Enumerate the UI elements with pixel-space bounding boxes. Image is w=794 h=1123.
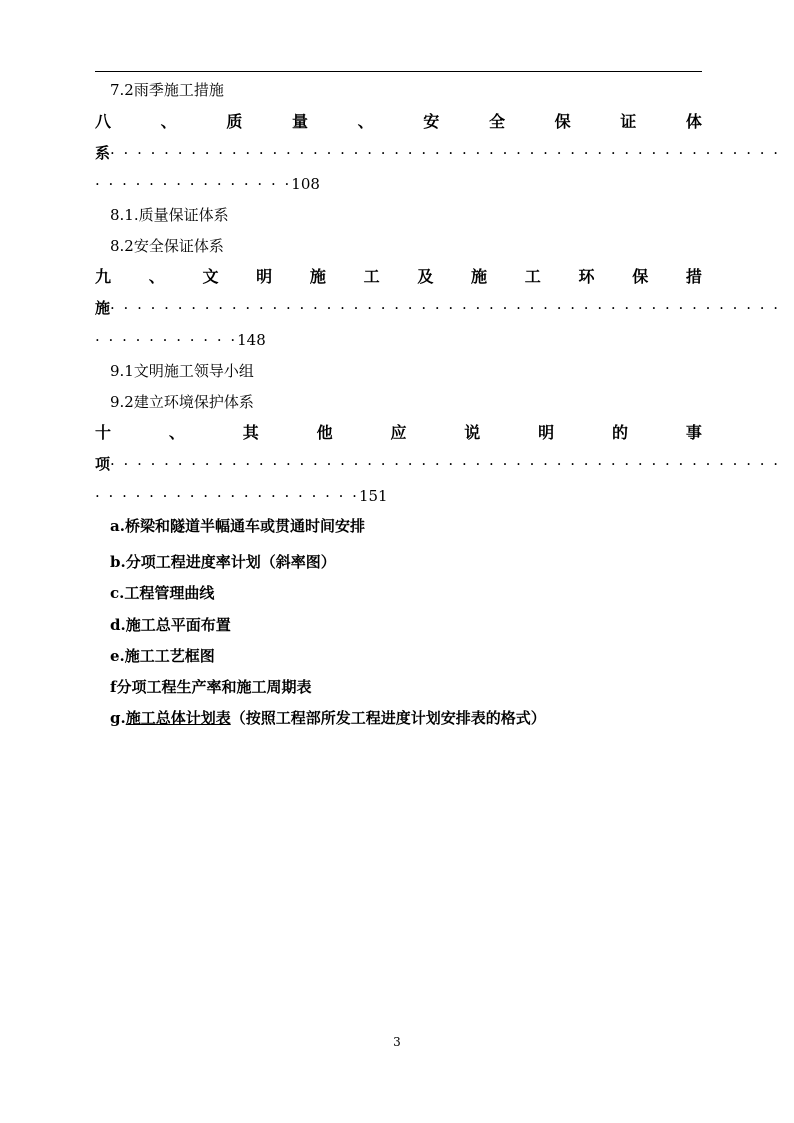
toc-heading-8 [95, 112, 702, 132]
heading-char: 十 [95, 423, 112, 442]
appendix-g-link[interactable]: 施工总体计划表 [125, 709, 231, 727]
appendix-f: f分项工程生产率和施工周期表 [110, 678, 312, 696]
page-ref: 151 [358, 487, 388, 505]
appendix-g-prefix: g. [110, 709, 126, 727]
page-ref: 148 [237, 331, 266, 349]
heading-char: 、 [168, 423, 185, 442]
appendix-a: a.桥梁和隧道半幅通车或贯通时间安排 [110, 517, 365, 535]
appendix-b: b.分项工程进度率计划（斜率图） [110, 553, 336, 571]
toc-entry-9-1: 9.1文明施工领导小组 [110, 362, 254, 380]
heading-char: 体 [685, 112, 702, 131]
heading-char: 事 [685, 423, 702, 442]
heading-char: 施 [471, 267, 488, 286]
heading-char: 的 [612, 423, 629, 442]
heading-char: 应 [390, 423, 407, 442]
dot-leader: · · · · · · · · · · · · · · · [95, 175, 292, 193]
toc-leader-8 [95, 143, 781, 163]
dot-leader: · · · · · · · · · · · [95, 331, 238, 349]
heading-char: 全 [488, 112, 505, 131]
heading-char: 工 [363, 267, 380, 286]
heading-wrap-char: 系 [95, 144, 111, 162]
heading-char: 明 [256, 267, 273, 286]
toc-heading-10 [95, 423, 702, 443]
toc-entry-7-2: 7.2雨季施工措施 [110, 81, 224, 99]
heading-char: 说 [464, 423, 481, 442]
heading-char: 明 [538, 423, 555, 442]
dot-leader: · · · · · · · · · · · · · · · · · · · · · · · · · · · · · · · · · · · · · · · · · · · · · · · · · · [110, 144, 781, 162]
appendix-c: c.工程管理曲线 [110, 584, 215, 602]
appendix-e: e.施工工艺框图 [110, 647, 215, 665]
heading-char: 证 [620, 112, 637, 131]
toc-entry-8-1: 8.1.质量保证体系 [110, 206, 229, 224]
heading-wrap-char: 项 [95, 455, 111, 473]
heading-char: 、 [148, 267, 165, 286]
heading-char: 质 [226, 112, 243, 131]
heading-char: 量 [291, 112, 308, 131]
heading-char: 保 [632, 267, 649, 286]
heading-wrap-char: 施 [95, 299, 111, 317]
heading-char: 措 [685, 267, 702, 286]
heading-char: 及 [417, 267, 434, 286]
toc-entry-9-2: 9.2建立环境保护体系 [110, 393, 254, 411]
toc-leader-9 [95, 298, 781, 318]
page-ref: 108 [291, 175, 320, 193]
heading-char: 施 [309, 267, 326, 286]
toc-page-line-8 [95, 174, 702, 194]
heading-char: 环 [578, 267, 595, 286]
dot-leader: · · · · · · · · · · · · · · · · · · · · · · · · · · · · · · · · · · · · · · · · · · · · · · · · · · [110, 299, 781, 317]
page-number: 3 [393, 1035, 401, 1049]
toc-page-line-9 [95, 330, 702, 350]
toc-heading-9 [95, 267, 702, 287]
appendix-g-suffix: （按照工程部所发工程进度计划安排表的格式） [230, 709, 546, 727]
heading-char: 其 [242, 423, 259, 442]
heading-char: 九 [95, 267, 112, 286]
heading-char: 他 [316, 423, 333, 442]
dot-leader: · · · · · · · · · · · · · · · · · · · · [95, 487, 359, 505]
heading-char: 、 [357, 112, 374, 131]
heading-char: 工 [524, 267, 541, 286]
heading-char: 安 [423, 112, 440, 131]
heading-char: 保 [554, 112, 571, 131]
toc-leader-10 [95, 454, 781, 474]
heading-char: 八 [95, 112, 112, 131]
toc-entry-8-2: 8.2安全保证体系 [110, 237, 224, 255]
heading-char: 文 [202, 267, 219, 286]
dot-leader: · · · · · · · · · · · · · · · · · · · · · · · · · · · · · · · · · · · · · · · · · · · · · · · · · · [110, 455, 781, 473]
appendix-g [110, 708, 702, 728]
toc-page-line-10 [95, 486, 702, 506]
header-rule [95, 71, 702, 72]
heading-char: 、 [160, 112, 177, 131]
appendix-d: d.施工总平面布置 [110, 616, 231, 634]
